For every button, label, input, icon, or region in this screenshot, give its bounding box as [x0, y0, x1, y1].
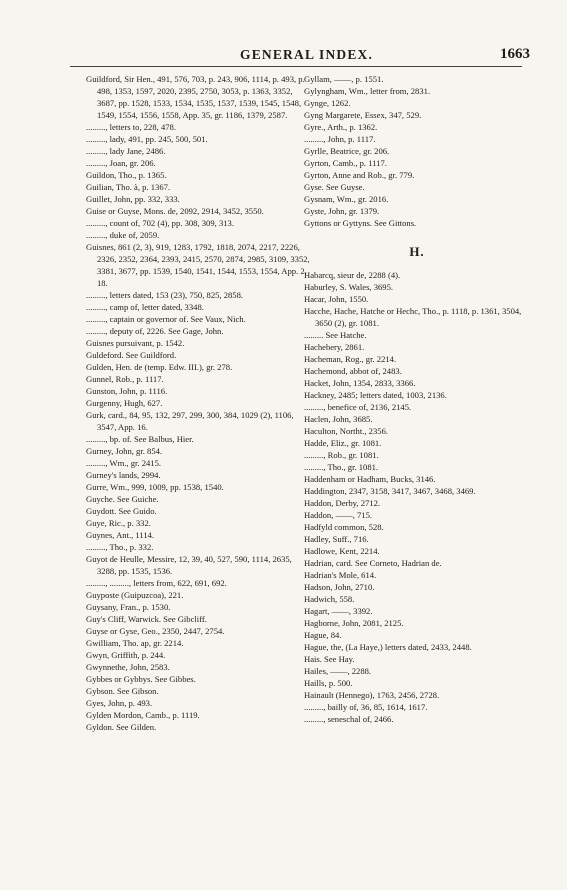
index-entry: Gyste, John, gr. 1379. [304, 206, 380, 216]
index-entry: Hadrian's Mole, 614. [304, 570, 377, 580]
index-entry: Guyposte (Guipuzcoa), 221. [86, 590, 184, 600]
index-entry: Gurre, Wm., 999, 1009, pp. 1538, 1540. [86, 482, 224, 492]
index-entry: Hagart, ——, 3392. [304, 606, 373, 616]
index-entry: Gyllam, ——, p. 1551. [304, 74, 384, 84]
index-entry: Gyldon. See Gilden. [86, 722, 157, 732]
index-entry: Gylden Mordon, Camb., p. 1119. [86, 710, 200, 720]
index-entry: Gybson. See Gibson. [86, 686, 159, 696]
index-entry: Haddon, Derby, 2712. [304, 498, 381, 508]
index-entry: Guyse or Gyse, Geo., 2350, 2447, 2754. [86, 626, 225, 636]
index-entry: Hachebery, 2861. [304, 342, 365, 352]
index-entry: Guydott. See Guido. [86, 506, 157, 516]
index-entry: ........., benefice of, 2136, 2145. [304, 402, 412, 412]
index-entry: Gunnel, Rob., p. 1117. [86, 374, 164, 384]
index-entry: Gwilliam, Tho. ap, gr. 2214. [86, 638, 184, 648]
index-entry: ........., ........., letters from, 622, 691, 692. [86, 578, 227, 588]
index-entry: ........., duke of, 2059. [86, 230, 160, 240]
index-entry: ........., seneschal of, 2466. [304, 714, 394, 724]
index-entry: Gurney, John, gr. 854. [86, 446, 163, 456]
index-entry: ........., captain or governor of. See Vaux, Nich. [86, 314, 246, 324]
right-h-entries [304, 269, 530, 725]
index-entry: Haburley, S. Wales, 3695. [304, 282, 394, 292]
index-entry: ........., lady Jane, 2486. [86, 146, 166, 156]
index-entry: Hadlowe, Kent, 2214. [304, 546, 380, 556]
right-column [304, 73, 530, 725]
index-entry: Hadson, John, 2710. [304, 582, 375, 592]
index-entry: Hachemond, abbot of, 2483. [304, 366, 402, 376]
index-entry: Guye, Ric., p. 332. [86, 518, 151, 528]
index-entry: Gysnam, Wm., gr. 2016. [304, 194, 389, 204]
index-entry: Haills, p. 500. [304, 678, 353, 688]
index-entry: Gylyngham, Wm., letter from, 2831. [304, 86, 431, 96]
index-entry: ........., Tho., gr. 1081. [304, 462, 379, 472]
running-title: GENERAL INDEX. [240, 47, 374, 62]
index-entry: ........., count of, 702 (4), pp. 308, 309, 313. [86, 218, 234, 228]
index-entry: ........., Joan, gr. 206. [86, 158, 156, 168]
index-entry: Guise or Guyse, Mons. de, 2092, 2914, 3452, 3550. [86, 206, 264, 216]
index-entry: Gynge, 1262. [304, 98, 351, 108]
index-entry: Gurk, card., 84, 95, 132, 297, 299, 300, 384, 1029 (2), 1106, 3547, App. 16. [86, 410, 294, 432]
index-entry: Guillet, John, pp. 332, 333. [86, 194, 180, 204]
index-entry: ........., Rob., gr. 1081. [304, 450, 379, 460]
index-entry: Hague, the, (La Haye,) letters dated, 2433, 2448. [304, 642, 472, 652]
index-entry: ........., letters to, 228, 478. [86, 122, 176, 132]
index-entry: ........., deputy of, 2226. See Gage, John. [86, 326, 224, 336]
index-entry: Hadrian, card. See Corneto, Hadrian de. [304, 558, 442, 568]
header-rule [70, 66, 522, 67]
index-entry: Guisnes, 861 (2, 3), 919, 1283, 1792, 1818, 2074, 2217, 2226, 2326, 2352, 2364, 2393, 2415, 2570, 2874, 2985, 3109, 3352, 3381, 3677, pp. 1539, 1540, 1541, 1544, 1553, 1554, App. 2, 18. [86, 242, 310, 288]
index-entry: ........., camp of, letter dated, 3348. [86, 302, 204, 312]
index-entry: Haddenham or Hadham, Bucks, 3146. [304, 474, 436, 484]
index-entry: Haddon, ——, 715. [304, 510, 373, 520]
index-entry: Hadley, Suff., 716. [304, 534, 369, 544]
index-entry: ........., Wm., gr. 2415. [86, 458, 162, 468]
index-entry: ........., lady, 491, pp. 245, 500, 501. [86, 134, 208, 144]
index-entry: Gyrlle, Beatrice, gr. 206. [304, 146, 390, 156]
index-entry: Gyttons or Gyttyns. See Gittons. [304, 218, 417, 228]
index-entry: Gybbes or Gybbys. See Gibbes. [86, 674, 196, 684]
right-g-entries [304, 73, 530, 229]
index-entry: Hais. See Hay. [304, 654, 355, 664]
index-entry: Hadde, Eliz., gr. 1081. [304, 438, 382, 448]
section-letter: H. [409, 244, 425, 259]
index-entry: Guisnes pursuivant, p. 1542. [86, 338, 185, 348]
index-entry: Hacar, John, 1550. [304, 294, 369, 304]
index-entry: Gyse. See Guyse. [304, 182, 365, 192]
index-entry: Hailes, ——, 2288. [304, 666, 372, 676]
index-entry: ........., bp. of. See Balbus, Hier. [86, 434, 194, 444]
index-entry: ........., letters dated, 153 (23), 750, 825, 2858. [86, 290, 244, 300]
index-entry: ......... See Hatche. [304, 330, 367, 340]
index-entry: Guildon, Tho., p. 1365. [86, 170, 167, 180]
index-entry: Gyre., Arth., p. 1362. [304, 122, 378, 132]
index-entry: Gurgenny, Hugh, 627. [86, 398, 163, 408]
index-entry: Gwynnethe, John, 2583. [86, 662, 170, 672]
index-entry: Haculton, Northt., 2356. [304, 426, 389, 436]
left-column [86, 73, 312, 733]
index-entry: Gyrton, Camb., p. 1117. [304, 158, 387, 168]
index-entry: Gunston, John, p. 1116. [86, 386, 168, 396]
index-entry: Hadfyld common, 528. [304, 522, 384, 532]
index-entry: Hackney, 2485; letters dated, 1003, 2136. [304, 390, 447, 400]
index-entry: Guynes, Ant., 1114. [86, 530, 155, 540]
index-entry: Hainault (Hennego), 1763, 2456, 2728. [304, 690, 440, 700]
index-entry: Habarcq, sieur de, 2288 (4). [304, 270, 401, 280]
index-entry: Hadwich, 558. [304, 594, 355, 604]
index-entry: Guyot de Heulle, Messire, 12, 39, 40, 527, 590, 1114, 2635, 3288, pp. 1535, 1536. [86, 554, 292, 576]
index-entry: Guysany, Fran., p. 1530. [86, 602, 171, 612]
page-number: 1663 [500, 46, 530, 62]
index-entry: Gwyn, Griffith, p. 244. [86, 650, 166, 660]
index-entry: Hague, 84. [304, 630, 342, 640]
index-entry: Gyng Margarete, Essex, 347, 529. [304, 110, 422, 120]
index-entry: Gurney's lands, 2994. [86, 470, 161, 480]
index-entry: Hacche, Hache, Hatche or Hechc, Tho., p. 1118, p. 1361, 3504, 3650 (2), gr. 1081. [304, 306, 522, 328]
index-entry: Gyrton, Anne and Rob., gr. 779. [304, 170, 415, 180]
index-entry: Guilian, Tho. à, p. 1367. [86, 182, 171, 192]
index-entry: Gulden, Hen. de (temp. Edw. III.), gr. 278. [86, 362, 233, 372]
index-entry: Guy's Cliff, Warwick. See Gibcliff. [86, 614, 207, 624]
index-entry: Haddington, 2347, 3158, 3417, 3467, 3468, 3469. [304, 486, 476, 496]
index-entry: Hacket, John, 1354, 2833, 3366. [304, 378, 416, 388]
index-entry: Haclen, John, 3685. [304, 414, 373, 424]
index-entry: ........., bailly of, 36, 85, 1614, 1617. [304, 702, 428, 712]
index-entry: Guyche. See Guiche. [86, 494, 159, 504]
index-entry: Hacheman, Rog., gr. 2214. [304, 354, 397, 364]
index-entry: Guldeford. See Guildford. [86, 350, 177, 360]
index-entry: Gyes, John, p. 493. [86, 698, 153, 708]
index-entry: ........., John, p. 1117. [304, 134, 376, 144]
index-entry: ........., Tho., p. 332. [86, 542, 154, 552]
index-entry: Guildford, Sir Hen., 491, 576, 703, p. 243, 906, 1114, p. 493, p. 498, 1353, 1597, 2020, 2395, 2750, 3053, p. 1363, 3352, 3687, pp. 1528, 1533, 1534, 1535, 1537, 1539, 1545, 1548, 1549, 1554, 1556, 1558, App. 35, gr. 1186, 1379, 2587. [86, 74, 305, 120]
index-entry: Hagborne, John, 2081, 2125. [304, 618, 404, 628]
